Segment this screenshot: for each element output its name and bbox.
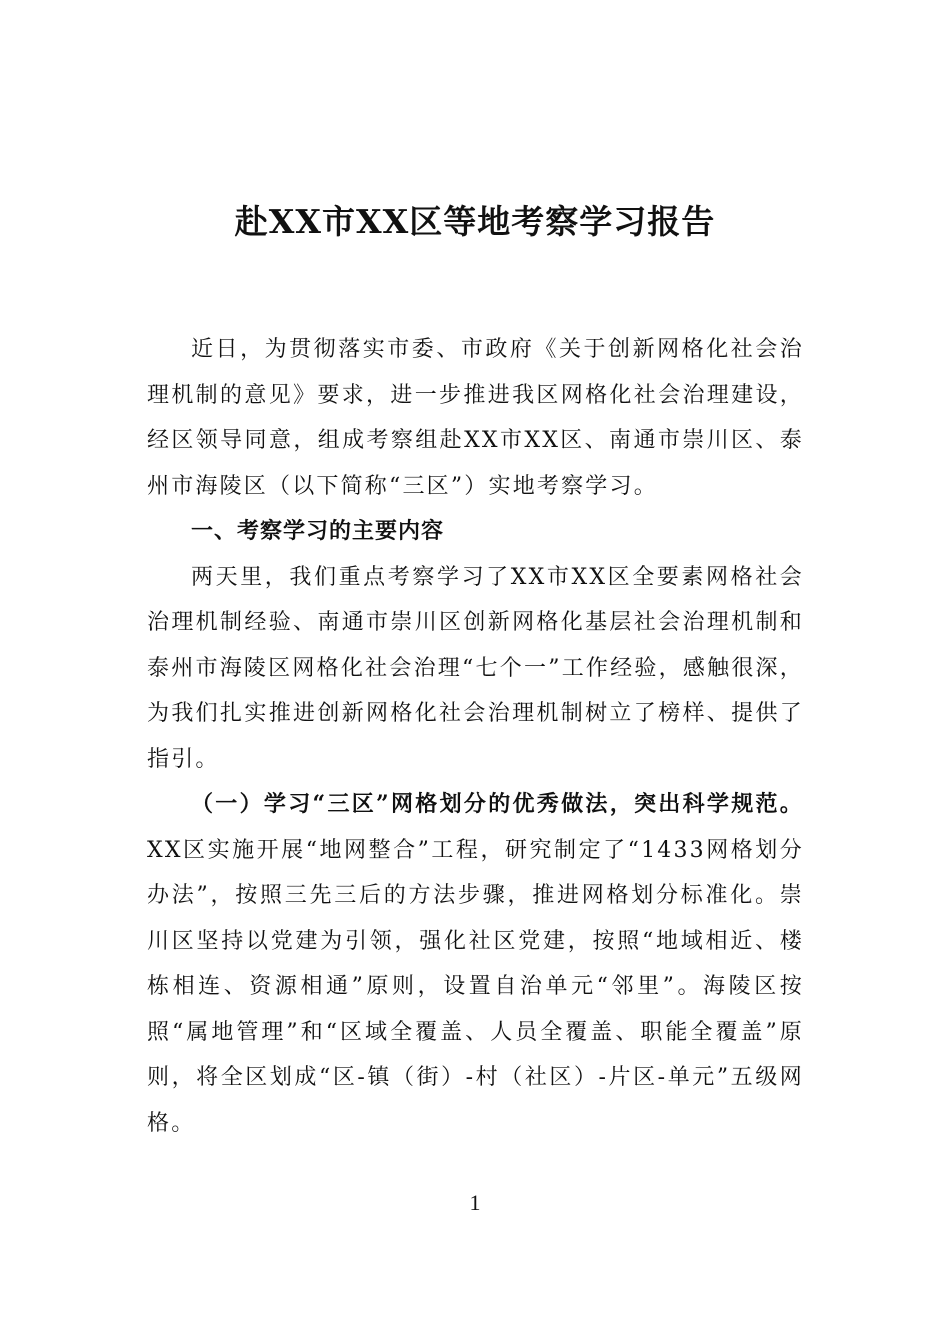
paragraph-overview: 两天里，我们重点考察学习了XX市XX区全要素网格社会治理机制经验、南通市崇川区创新网格化基层社会治理机制和泰州市海陵区网格化社会治理“七个一”工作经验，感触很深，为我们扎实推进创新网格化社会治理机制树立了榜样、提供了指引。 xyxy=(147,564,804,772)
paragraph-body: XX区实施开展“地网整合”工程，研究制定了“1433网格划分办法”，按照三先三后的方法步骤，推进网格划分标准化。崇川区坚持以党建为引领，强化社区党建，按照“地域相近、楼栋相连、资源相通”原则，设置自治单元“邻里”。海陵区按照“属地管理”和“区域全覆盖、人员全覆盖、职能全覆盖”原则，将全区划成“区-镇（街）-村（社区）-片区-单元”五级网格。 xyxy=(147,837,804,1136)
document-title: 赴XX市XX区等地考察学习报告 xyxy=(234,202,716,241)
section-heading: 一、考察学习的主要内容 xyxy=(191,519,445,544)
page-number: 1 xyxy=(469,1190,481,1215)
paragraph-intro: 近日，为贯彻落实市委、市政府《关于创新网格化社会治理机制的意见》要求，进一步推进我区网格化社会治理建设，经区领导同意，组成考察组赴XX市XX区、南通市崇川区、泰州市海陵区（以下简称“三区”）实地考察学习。 xyxy=(147,337,804,499)
paragraph-lead: （一）学习“三区”网格划分的优秀做法，突出科学规范。 xyxy=(191,791,804,817)
paragraph-grid-division xyxy=(147,782,804,1146)
document-body xyxy=(147,327,804,1146)
